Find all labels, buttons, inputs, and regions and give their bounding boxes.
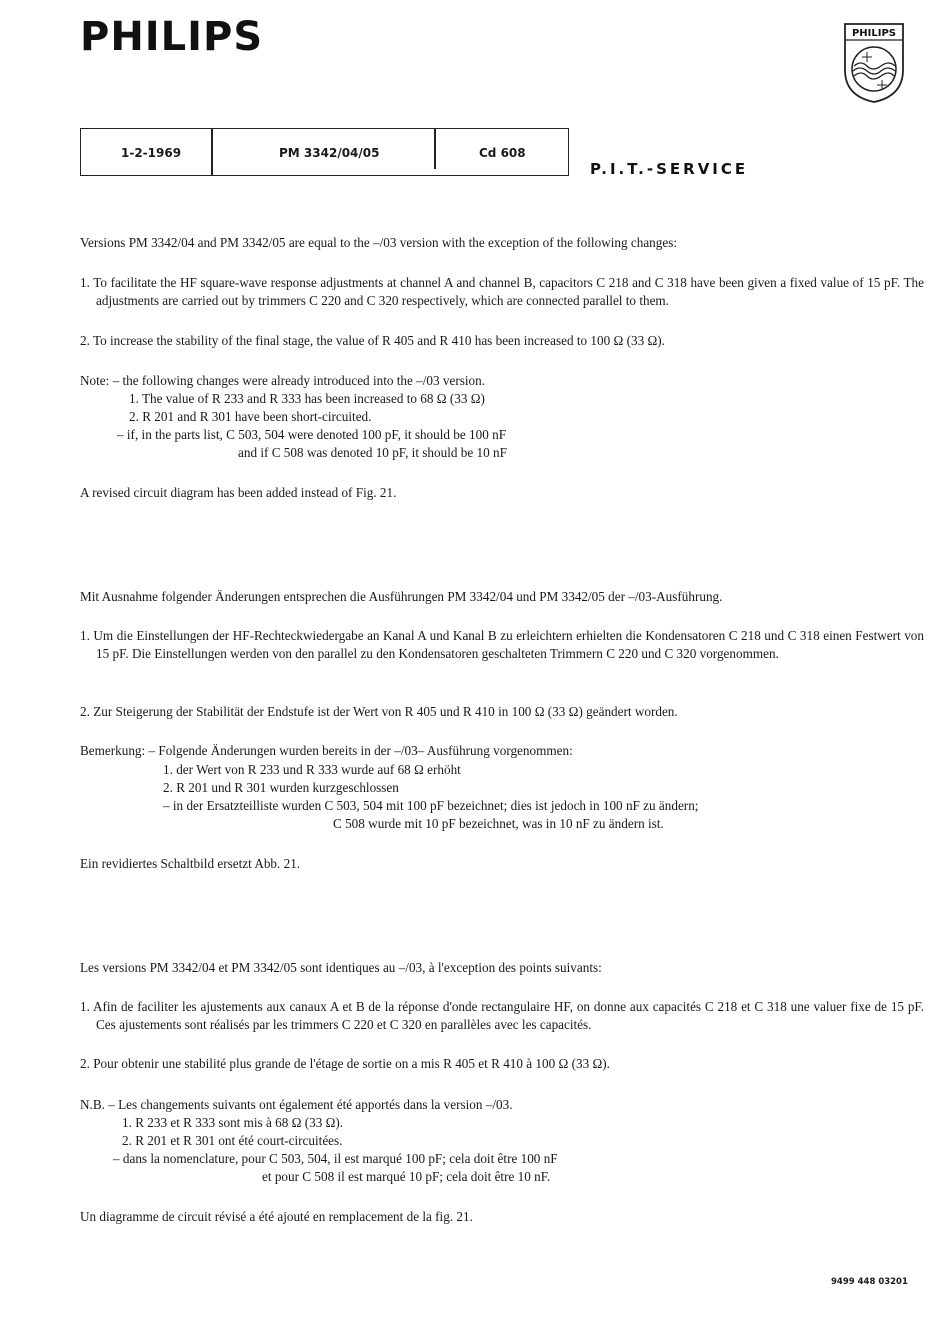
info-divider [434,129,436,169]
german-note-3: – in der Ersatzteilliste wurden C 503, 504 mit 100 pF bezeichnet; dies ist jedoch in 100 nF zu ändern; [163,798,699,813]
german-note-1: 1. der Wert von R 233 und R 333 wurde auf 68 Ω erhöht [163,762,461,777]
english-item-1: 1. To facilitate the HF square-wave response adjustments at channel A and channel B, capacitors C 218 and C 318 have been given a fixed value of 15 pF. The adjustments are carried out by trimmers C 220 and C 320 respectively, which are connected parallel to them. [80,275,924,308]
french-note-2: 2. R 201 et R 301 ont été court-circuitées. [122,1133,343,1148]
french-item-1: 1. Afin de faciliter les ajustements aux canaux A et B de la réponse d'onde rectangulaire HF, on donne aux capacités C 218 et C 318 une valuer fixe de 15 pF. Ces ajustements sont réalisés par les trimmers C 220 et C 320 en parallèles avec les capacités. [80,999,924,1032]
english-note-1: 1. The value of R 233 and R 333 has been increased to 68 Ω (33 Ω) [129,391,485,406]
french-intro: Les versions PM 3342/04 et PM 3342/05 sont identiques au –/03, à l'exception des points suivants: [80,960,602,975]
german-note-4: C 508 wurde mit 10 pF bezeichnet, was in 10 nF zu ändern ist. [333,816,664,831]
english-item-2: 2. To increase the stability of the final stage, the value of R 405 and R 410 has been increased to 100 Ω (33 Ω). [80,333,665,348]
german-note-2: 2. R 201 und R 301 wurden kurzgeschlossen [163,780,399,795]
german-intro: Mit Ausnahme folgender Änderungen entsprechen die Ausführungen PM 3342/04 und PM 3342/05 der –/03-Ausführung. [80,589,723,604]
french-note-1: 1. R 233 et R 333 sont mis à 68 Ω (33 Ω). [122,1115,344,1130]
document-info-box [80,128,569,176]
english-note-2: 2. R 201 and R 301 have been short-circuited. [129,409,372,424]
english-intro: Versions PM 3342/04 and PM 3342/05 are equal to the –/03 version with the exception of the following changes: [80,235,678,250]
svg-text:PHILIPS: PHILIPS [851,28,897,39]
french-note-title: N.B. – Les changements suivants ont également été apportés dans la version –/03. [80,1097,513,1112]
french-closing: Un diagramme de circuit révisé a été ajouté en remplacement de la fig. 21. [80,1209,473,1224]
document-number: 9499 448 03201 [831,1277,908,1287]
philips-shield-icon [843,22,905,104]
german-note-title: Bemerkung: – Folgende Änderungen wurden bereits in der –/03– Ausführung vorgenommen: [80,743,573,758]
date-field: 1-2-1969 [121,146,182,160]
english-note-3: – if, in the parts list, C 503, 504 were denoted 100 pF, it should be 100 nF [117,427,507,442]
french-note-3: – dans la nomenclature, pour C 503, 504, il est marqué 100 pF; cela doit être 100 nF [113,1151,558,1166]
model-field: PM 3342/04/05 [279,146,380,160]
english-note-4: and if C 508 was denoted 10 pF, it should be 10 nF [238,445,507,460]
german-item-1: 1. Um die Einstellungen der HF-Rechteckwiedergabe an Kanal A und Kanal B zu erleichtern erhielten die Kondensatoren C 218 und C 318 einen Festwert von 15 pF. Die Einstellungen werden von den parallel zu den Kondensatoren geschalteten Trimmern C 220 und C 320 vorgenommen. [80,628,924,661]
french-note-4: et pour C 508 il est marqué 10 pF; cela doit être 10 nF. [262,1169,551,1184]
english-closing: A revised circuit diagram has been added instead of Fig. 21. [80,485,397,500]
english-note-title: Note: – the following changes were already introduced into the –/03 version. [80,373,486,388]
service-title: P.I.T.-SERVICE [590,160,749,178]
info-divider [211,129,213,175]
german-item-2: 2. Zur Steigerung der Stabilität der Endstufe ist der Wert von R 405 und R 410 in 100 Ω (33 Ω) geändert worden. [80,704,678,719]
doc-code-field: Cd 608 [479,146,526,160]
french-item-2: 2. Pour obtenir une stabilité plus grande de l'étage de sortie on a mis R 405 et R 410 à 100 Ω (33 Ω). [80,1056,610,1071]
brand-logo: PHILIPS [80,14,264,60]
german-closing: Ein revidiertes Schaltbild ersetzt Abb. 21. [80,856,301,871]
